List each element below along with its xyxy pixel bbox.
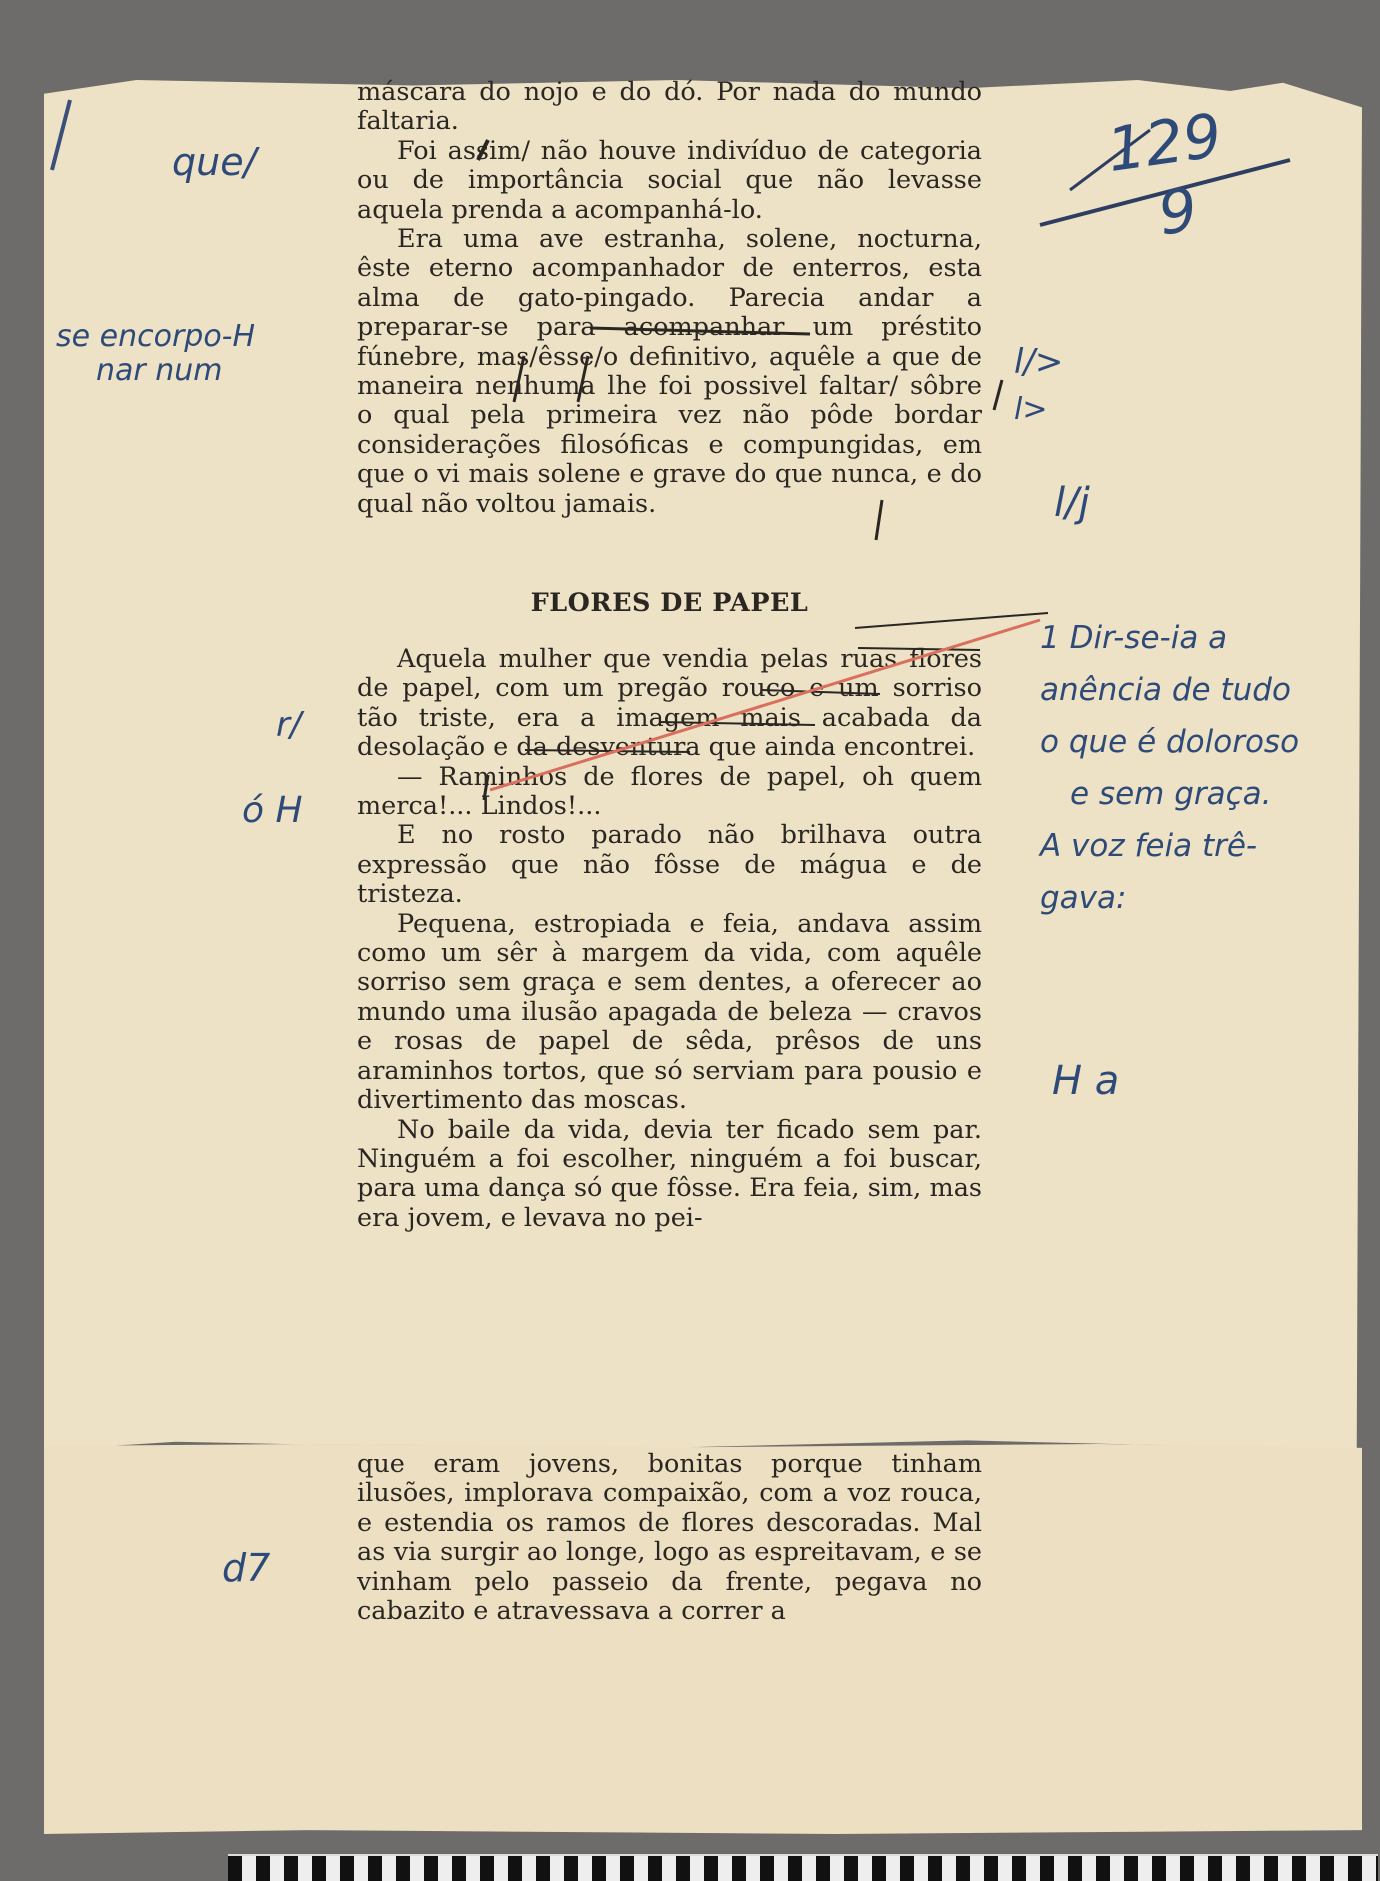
strikethrough-icon	[858, 648, 980, 650]
paragraph-flores-4: Pequena, estropiada e feia, andava assim como um sêr à margem da vida, com aquêle sorriso sem graça e sem dentes, a oferecer ao mundo uma ilusão apagada de beleza — cravos e rosas de papel de sêda, prêsos de uns araminhos tortos, que só serviam para pousio e divertimento das moscas.	[357, 908, 982, 1116]
insert-mark-icon	[876, 500, 882, 540]
insert-mark-icon	[478, 140, 488, 160]
note-se-line1: se encorpo-H	[56, 319, 256, 354]
insert-mark-icon	[484, 775, 488, 800]
paragraph-flores-2: — Raminhos de flores de papel, oh quem merca!... Lindos!...	[357, 761, 982, 822]
folio-main: 129	[1102, 100, 1226, 186]
note-se-encorpo	[56, 320, 255, 388]
note-dir-se-ia	[1040, 612, 1360, 924]
note-dir-line: gava:	[1040, 880, 1127, 916]
note-ll-1: l/>	[1014, 342, 1064, 382]
paragraph-bottom-1: que eram jovens, bonitas porque tinham ilusões, implorava compaixão, com a voz rouca, e estendia os ramos de flores descoradas. Mal as via surgir ao longe, logo as espreitavam, e se vinham pelo passeio da frente, pegava no cabazito e atravessava a correr a	[357, 1449, 982, 1627]
insert-mark-icon	[578, 356, 588, 402]
paragraph-3: Era uma ave estranha, solene, nocturna, êste eterno acompanhador de enterros, esta alma de gato-pingado. Parecia andar a preparar-se para acompanhar um préstito fúnebre, mas/êsse/o definitivo, aquêle a que de maneira nenhuma lhe foi possivel faltar/ sôbre o qual pela primeira vez não pôde bordar considerações filosóficas e compungidas, em que o vi mais solene e grave do que nunca, e do qual não voltou jamais.	[357, 224, 982, 519]
note-rl: r/	[276, 705, 302, 745]
note-ha: H a	[1052, 1058, 1120, 1104]
paragraph-flores-5: No baile da vida, devia ter ficado sem par. Ninguém a foi escolher, ninguém a foi buscar, para uma dança só que fôsse. Era feia, sim, mas era jovem, e levava no pei-	[357, 1114, 982, 1233]
note-dir-line: A voz feia trê-	[1040, 828, 1258, 864]
scan-background	[0, 1854, 228, 1879]
scale-ruler	[228, 1854, 1378, 1881]
strikethrough-icon	[590, 328, 810, 334]
note-lj: l/j	[1054, 480, 1090, 526]
note-dir-line: o que é doloroso	[1040, 724, 1300, 760]
strikethrough-icon	[762, 690, 880, 694]
paragraph-flores-3: E no rosto parado não brilhava outra expressão que não fôsse de mágua e de tristeza.	[357, 820, 982, 910]
red-pencil-line-icon	[490, 620, 1040, 790]
note-dir-line: e sem graça.	[1070, 776, 1272, 812]
paragraph-2: Foi assim/ não houve indivíduo de categoria ou de importância social que não levasse aquela prenda a acompanhá-lo.	[357, 135, 982, 225]
note-que: que/	[172, 140, 257, 184]
note-oh: ó H	[242, 790, 303, 831]
folio-sub: 9	[1154, 174, 1202, 250]
strikethrough-icon	[660, 722, 815, 725]
chapter-heading: FLORES DE PAPEL	[530, 588, 809, 618]
note-se-line2: nar num	[96, 353, 223, 388]
folio-number	[1103, 101, 1236, 256]
margin-slash-icon	[52, 100, 70, 170]
note-dir-line: 1 Dir-se-ia a	[1040, 620, 1228, 656]
note-dir-line: anência de tudo	[1040, 672, 1291, 708]
paragraph-flores-1: Aquela mulher que vendia pelas ruas flores de papel, com um pregão rouco e um sorriso tão triste, era a imagem mais acabada da desolação e da desventura que ainda encontrei.	[357, 644, 982, 763]
note-ll-2: l>	[1014, 392, 1048, 427]
insert-mark-icon	[994, 380, 1002, 410]
insert-mark-icon	[514, 356, 524, 402]
strikethrough-icon	[525, 750, 690, 752]
paragraph-1: máscara do nojo e do dó. Por nada do mundo faltaria.	[357, 77, 982, 137]
note-d7: d7	[222, 1546, 271, 1590]
